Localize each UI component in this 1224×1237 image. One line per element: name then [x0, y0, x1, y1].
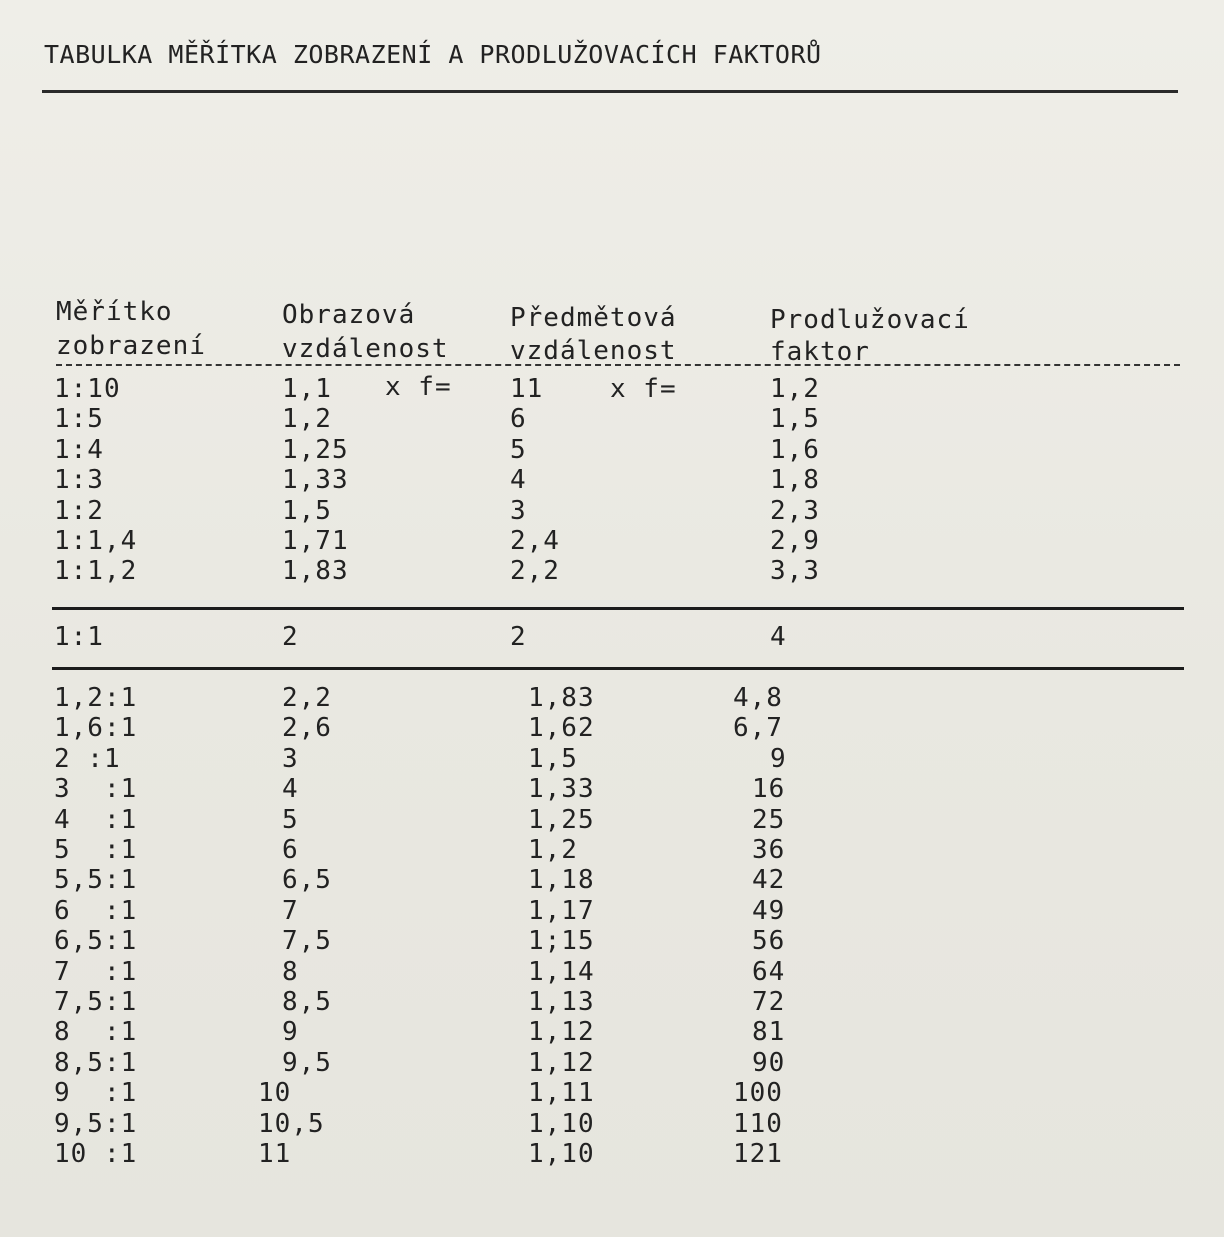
cell-scale: 7 :1	[54, 956, 138, 987]
cell-object-distance: 1,12	[528, 1047, 595, 1078]
cell-object-distance: 1,33	[528, 774, 595, 805]
cell-factor: 2,3	[770, 495, 820, 526]
cell-object-distance: 2,4	[510, 526, 560, 556]
cell-scale: 1:1,4	[54, 526, 138, 556]
cell-object-distance: 1,17	[528, 895, 595, 926]
cell-object-distance: 2,2	[510, 556, 560, 587]
cell-image-distance: 6,5	[282, 865, 332, 896]
cell-scale: 7,5:1	[54, 987, 138, 1017]
cell-scale: 1:3	[54, 465, 104, 496]
cell-scale: 2 :1	[54, 743, 121, 774]
header-scale-line2: zobrazení	[56, 331, 206, 361]
cell-factor: 90	[752, 1047, 786, 1078]
cell-factor: 72	[752, 987, 786, 1017]
cell-image-distance: 4	[282, 774, 299, 805]
multiplier-note-object: x f=	[610, 374, 677, 404]
cell-scale: 1,6:1	[54, 713, 138, 744]
cell-image-distance: 5	[282, 804, 299, 835]
cell-object-distance: 1,13	[528, 987, 595, 1017]
cell-image-distance: 1,2	[282, 404, 332, 435]
cell-scale: 1:5	[54, 404, 104, 435]
header-object-distance-line1: Předmětová	[510, 303, 677, 333]
separator-rule-bottom	[52, 667, 1184, 670]
cell-factor: 1,6	[770, 434, 820, 465]
cell-scale: 6 :1	[54, 895, 138, 926]
cell-scale: 5,5:1	[54, 865, 138, 896]
cell-factor: 1,8	[770, 465, 820, 496]
cell-scale: 1:1	[54, 622, 104, 652]
cell-object-distance: 3	[510, 495, 527, 526]
cell-factor: 25	[752, 804, 786, 835]
cell-factor: 3,3	[770, 556, 820, 587]
cell-image-distance: 1,83	[282, 556, 349, 587]
cell-object-distance: 1;15	[528, 926, 595, 957]
cell-factor: 1,5	[770, 404, 820, 435]
cell-object-distance: 1,2	[528, 835, 578, 865]
cell-image-distance: 1,5	[282, 495, 332, 526]
cell-scale: 1:1,2	[54, 556, 138, 587]
cell-factor: 4	[770, 622, 787, 652]
cell-object-distance: 5	[510, 434, 527, 465]
cell-object-distance: 11	[510, 374, 544, 404]
cell-object-distance: 1,83	[528, 683, 595, 713]
cell-image-distance: 1,33	[282, 465, 349, 496]
cell-image-distance: 2,6	[282, 713, 332, 744]
cell-object-distance: 1,5	[528, 743, 578, 774]
cell-scale: 1:4	[54, 434, 104, 465]
cell-object-distance: 6	[510, 404, 527, 435]
cell-image-distance: 9,5	[282, 1047, 332, 1078]
cell-factor: 9	[770, 743, 787, 774]
cell-scale: 10 :1	[54, 1139, 138, 1169]
header-dashed-rule	[56, 364, 1180, 366]
cell-factor: 6,7	[733, 713, 783, 744]
cell-image-distance: 3	[282, 743, 299, 774]
cell-image-distance: 1,71	[282, 526, 349, 556]
cell-image-distance: 7,5	[282, 926, 332, 957]
cell-object-distance: 1,14	[528, 956, 595, 987]
header-scale-line1: Měřítko	[56, 297, 173, 327]
header-object-distance-line2: vzdálenost	[510, 336, 677, 366]
cell-image-distance: 9	[282, 1017, 299, 1048]
cell-factor: 64	[752, 956, 786, 987]
cell-factor: 2,9	[770, 526, 820, 556]
cell-image-distance: 7	[282, 895, 299, 926]
cell-image-distance: 11	[258, 1139, 292, 1169]
header-factor-line1: Prodlužovací	[770, 305, 970, 335]
cell-factor: 16	[752, 774, 786, 805]
cell-object-distance: 1,25	[528, 804, 595, 835]
cell-scale: 1,2:1	[54, 683, 138, 713]
cell-scale: 6,5:1	[54, 926, 138, 957]
cell-factor: 56	[752, 926, 786, 957]
cell-object-distance: 1,18	[528, 865, 595, 896]
cell-image-distance: 2,2	[282, 683, 332, 713]
cell-object-distance: 1,10	[528, 1139, 595, 1169]
cell-image-distance: 1,25	[282, 434, 349, 465]
cell-scale: 5 :1	[54, 835, 138, 865]
cell-scale: 3 :1	[54, 774, 138, 805]
cell-scale: 8,5:1	[54, 1047, 138, 1078]
cell-scale: 4 :1	[54, 804, 138, 835]
cell-image-distance: 6	[282, 835, 299, 865]
cell-object-distance: 1,11	[528, 1078, 595, 1109]
cell-factor: 121	[733, 1139, 783, 1169]
cell-object-distance: 2	[510, 622, 527, 652]
cell-object-distance: 1,62	[528, 713, 595, 744]
cell-scale: 9,5:1	[54, 1108, 138, 1139]
cell-image-distance: 8	[282, 956, 299, 987]
cell-image-distance: 1,1	[282, 374, 332, 404]
cell-factor: 4,8	[733, 683, 783, 713]
cell-image-distance: 10	[258, 1078, 292, 1109]
cell-factor: 1,2	[770, 374, 820, 404]
header-image-distance-line2: vzdálenost	[282, 334, 449, 364]
cell-image-distance: 8,5	[282, 987, 332, 1017]
cell-object-distance: 1,12	[528, 1017, 595, 1048]
cell-scale: 9 :1	[54, 1078, 138, 1109]
header-image-distance-line1: Obrazová	[282, 300, 416, 330]
title-underline	[42, 90, 1178, 93]
cell-scale: 1:10	[54, 374, 121, 404]
cell-factor: 36	[752, 835, 786, 865]
cell-scale: 8 :1	[54, 1017, 138, 1048]
cell-factor: 110	[733, 1108, 783, 1139]
cell-object-distance: 1,10	[528, 1108, 595, 1139]
cell-factor: 42	[752, 865, 786, 896]
cell-factor: 49	[752, 895, 786, 926]
cell-object-distance: 4	[510, 465, 527, 496]
multiplier-note-image: x f=	[385, 372, 452, 402]
header-factor-line2: faktor	[770, 337, 870, 367]
cell-factor: 81	[752, 1017, 786, 1048]
cell-scale: 1:2	[54, 495, 104, 526]
cell-factor: 100	[733, 1078, 783, 1109]
page-title: TABULKA MĚŘÍTKA ZOBRAZENÍ A PRODLUŽOVACÍCH FAKTORŮ	[44, 40, 822, 69]
cell-image-distance: 2	[282, 622, 299, 652]
separator-rule-top	[52, 607, 1184, 610]
cell-image-distance: 10,5	[258, 1108, 325, 1139]
